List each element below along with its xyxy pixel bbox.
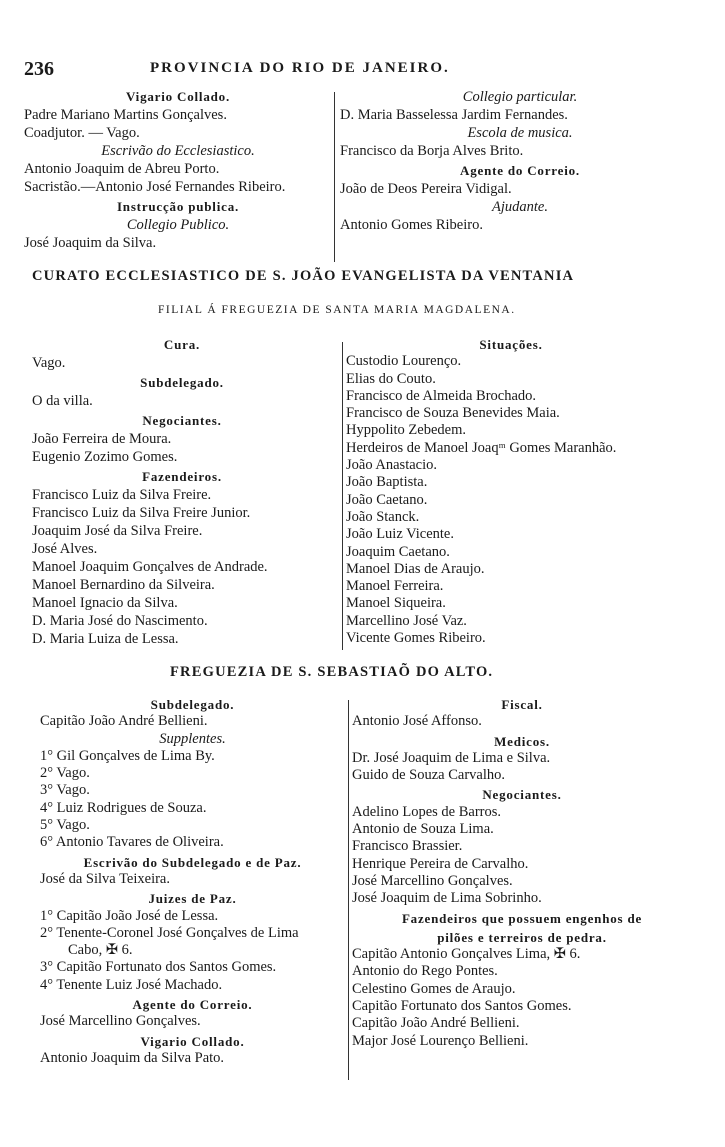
entry-line: Adelino Lopes de Barros. — [352, 803, 501, 820]
entry-line: Francisco de Almeida Brochado. — [346, 387, 537, 404]
entry-line: 6° Antonio Tavares de Oliveira. — [40, 834, 224, 851]
entry-line: 4° Tenente Luiz José Machado. — [40, 976, 223, 993]
entry-line: Francisco Brassier. — [352, 838, 463, 855]
entry-line: João Caetano. — [346, 491, 428, 508]
section-heading: Escrivão do Subdelegado e de Paz. — [83, 854, 302, 870]
section-heading: Vigario Collado. — [125, 89, 231, 104]
curato-subtitle: FILIAL Á FREGUEZIA DE SANTA MARIA MAGDALENA. — [158, 304, 516, 316]
entry-line: 1° Gil Gonçalves de Lima By. — [40, 747, 215, 764]
curato-title: CURATO ECCLESIASTICO DE S. JOÃO EVANGELISTA DA VENTANIA — [32, 268, 575, 284]
entry-line: Antonio José Affonso. — [352, 713, 482, 730]
entry-line: Manoel Siqueira. — [346, 595, 446, 612]
entry-line: Capitão João André Bellieni. — [40, 713, 208, 730]
entry-line: João de Deos Pereira Vidigal. — [340, 181, 512, 197]
entry-line: Manoel Ferreira. — [346, 578, 444, 595]
entry-line: Francisco da Borja Alves Brito. — [340, 143, 524, 159]
entry-line: D. Maria Luiza de Lessa. — [32, 631, 179, 647]
running-head: PROVINCIA DO RIO DE JANEIRO. — [150, 60, 450, 76]
entry-line: Marcellino José Vaz. — [346, 612, 467, 629]
entry-line: 2° Vago. — [40, 765, 90, 782]
section-heading: Negociantes. — [142, 413, 222, 428]
entry-line: Antonio do Rego Pontes. — [352, 963, 498, 980]
entry-line: Celestino Gomes de Araujo. — [352, 980, 516, 997]
entry-line: José Marcellino Gonçalves. — [40, 1013, 201, 1030]
entry-line: Manoel Dias de Araujo. — [346, 560, 485, 577]
entry-line: João Luiz Vicente. — [346, 526, 454, 543]
entry-line: João Baptista. — [346, 474, 428, 491]
entry-line: Custodio Lourenço. — [346, 353, 462, 370]
entry-line: Vicente Gomes Ribeiro. — [346, 630, 486, 647]
italic-subheading: Ajudante. — [492, 199, 548, 215]
freguezia-right-column — [352, 696, 692, 1050]
entry-line: Sacristão.—Antonio José Fernandes Ribeiro. — [24, 179, 286, 195]
entry-line: Manoel Ignacio da Silva. — [32, 595, 178, 611]
top-right-column — [340, 88, 700, 234]
section-heading: Situações. — [479, 337, 543, 352]
curato-right-column — [346, 336, 676, 647]
entry-continuation: Cabo, ✠ 6. — [68, 942, 133, 959]
entry-line: 5° Vago. — [40, 817, 90, 834]
section-heading: Subdelegado. — [140, 375, 224, 390]
entry-line: José Joaquim de Lima Sobrinho. — [352, 890, 542, 907]
section-heading: Medicos. — [494, 733, 550, 749]
entry-line: Herdeiros de Manoel Joaqᵐ Gomes Maranhão. — [346, 439, 617, 456]
entry-line: Manoel Joaquim Gonçalves de Andrade. — [32, 559, 268, 575]
column-divider — [342, 342, 343, 650]
entry-line: João Ferreira de Moura. — [32, 431, 172, 447]
entry-line: Antonio Joaquim da Silva Pato. — [40, 1049, 225, 1066]
page-number: 236 — [24, 58, 54, 80]
entry-line: 4° Luiz Rodrigues de Souza. — [40, 799, 207, 816]
entry-line: Manoel Bernardino da Silveira. — [32, 577, 215, 593]
section-heading: Negociantes. — [482, 787, 562, 803]
top-left-column — [24, 88, 332, 252]
entry-line: Padre Mariano Martins Gonçalves. — [24, 107, 227, 123]
entry-line: José Joaquim da Silva. — [24, 235, 157, 251]
entry-line: Guido de Souza Carvalho. — [352, 767, 506, 784]
section-heading: Cura. — [163, 337, 201, 352]
italic-subheading: Collegio particular. — [462, 89, 578, 105]
section-heading: Fiscal. — [501, 697, 543, 712]
entry-line: Dr. José Joaquim de Lima e Silva. — [352, 749, 551, 766]
entry-line: Antonio Gomes Ribeiro. — [340, 217, 483, 233]
entry-line: Francisco Luiz da Silva Freire Junior. — [32, 505, 251, 521]
italic-subheading: Supplentes. — [159, 730, 226, 747]
section-heading: Subdelegado. — [150, 697, 235, 712]
section-heading: Agente do Correio. — [460, 163, 580, 178]
entry-line: Antonio de Souza Lima. — [352, 821, 494, 838]
entry-line: José Marcellino Gonçalves. — [352, 872, 513, 889]
entry-line: Francisco Luiz da Silva Freire. — [32, 487, 212, 503]
italic-subheading: Escrivão do Ecclesiastico. — [101, 143, 255, 159]
entry-line: 2° Tenente-Coronel José Gonçalves de Lima — [40, 924, 299, 941]
section-heading: Fazendeiros. — [142, 469, 222, 484]
entry-line: Coadjutor. — Vago. — [24, 125, 140, 141]
section-heading: Juizes de Paz. — [148, 891, 237, 907]
italic-subheading: Escola de musica. — [467, 125, 573, 141]
freguezia-left-column — [40, 696, 345, 1067]
entry-line: D. Maria José do Nascimento. — [32, 613, 208, 629]
entry-line: Joaquim José da Silva Freire. — [32, 523, 203, 539]
column-divider — [334, 92, 335, 262]
column-divider — [348, 700, 349, 1080]
entry-line: 3° Capitão Fortunato dos Santos Gomes. — [40, 959, 277, 976]
entry-line: José da Silva Teixeira. — [40, 870, 170, 887]
entry-line: José Alves. — [32, 541, 98, 557]
entry-line: João Anastacio. — [346, 457, 438, 474]
section-heading: Vigario Collado. — [140, 1033, 245, 1049]
entry-line: Elias do Couto. — [346, 370, 436, 387]
section-heading: Fazendeiros que possuem engenhos de — [401, 910, 643, 926]
section-heading: pilões e terreiros de pedra. — [437, 929, 607, 945]
italic-subheading: Collegio Publico. — [126, 217, 230, 233]
entry-line: Eugenio Zozimo Gomes. — [32, 449, 178, 465]
entry-line: Antonio Joaquim de Abreu Porto. — [24, 161, 220, 177]
section-heading: Agente do Correio. — [132, 997, 253, 1013]
entry-line: Vago. — [32, 355, 66, 371]
entry-line: Capitão João André Bellieni. — [352, 1015, 520, 1032]
section-heading: Instrucção publica. — [116, 199, 240, 214]
entry-line: Henrique Pereira de Carvalho. — [352, 855, 529, 872]
entry-line: João Stanck. — [346, 508, 420, 525]
entry-line: Francisco de Souza Benevides Maia. — [346, 405, 560, 422]
entry-line: O da villa. — [32, 393, 93, 409]
entry-line: Hyppolito Zebedem. — [346, 422, 467, 439]
entry-line: Joaquim Caetano. — [346, 543, 450, 560]
entry-line: D. Maria Basselessa Jardim Fernandes. — [340, 107, 568, 123]
curato-left-column — [32, 336, 332, 648]
entry-line: Capitão Fortunato dos Santos Gomes. — [352, 998, 572, 1015]
entry-line: Capitão Antonio Gonçalves Lima, ✠ 6. — [352, 946, 581, 963]
entry-line: Major José Lourenço Bellieni. — [352, 1032, 529, 1049]
entry-line: 3° Vago. — [40, 782, 90, 799]
entry-line: 1° Capitão João José de Lessa. — [40, 907, 219, 924]
freguezia-title: FREGUEZIA DE S. SEBASTIAÕ DO ALTO. — [170, 664, 494, 680]
